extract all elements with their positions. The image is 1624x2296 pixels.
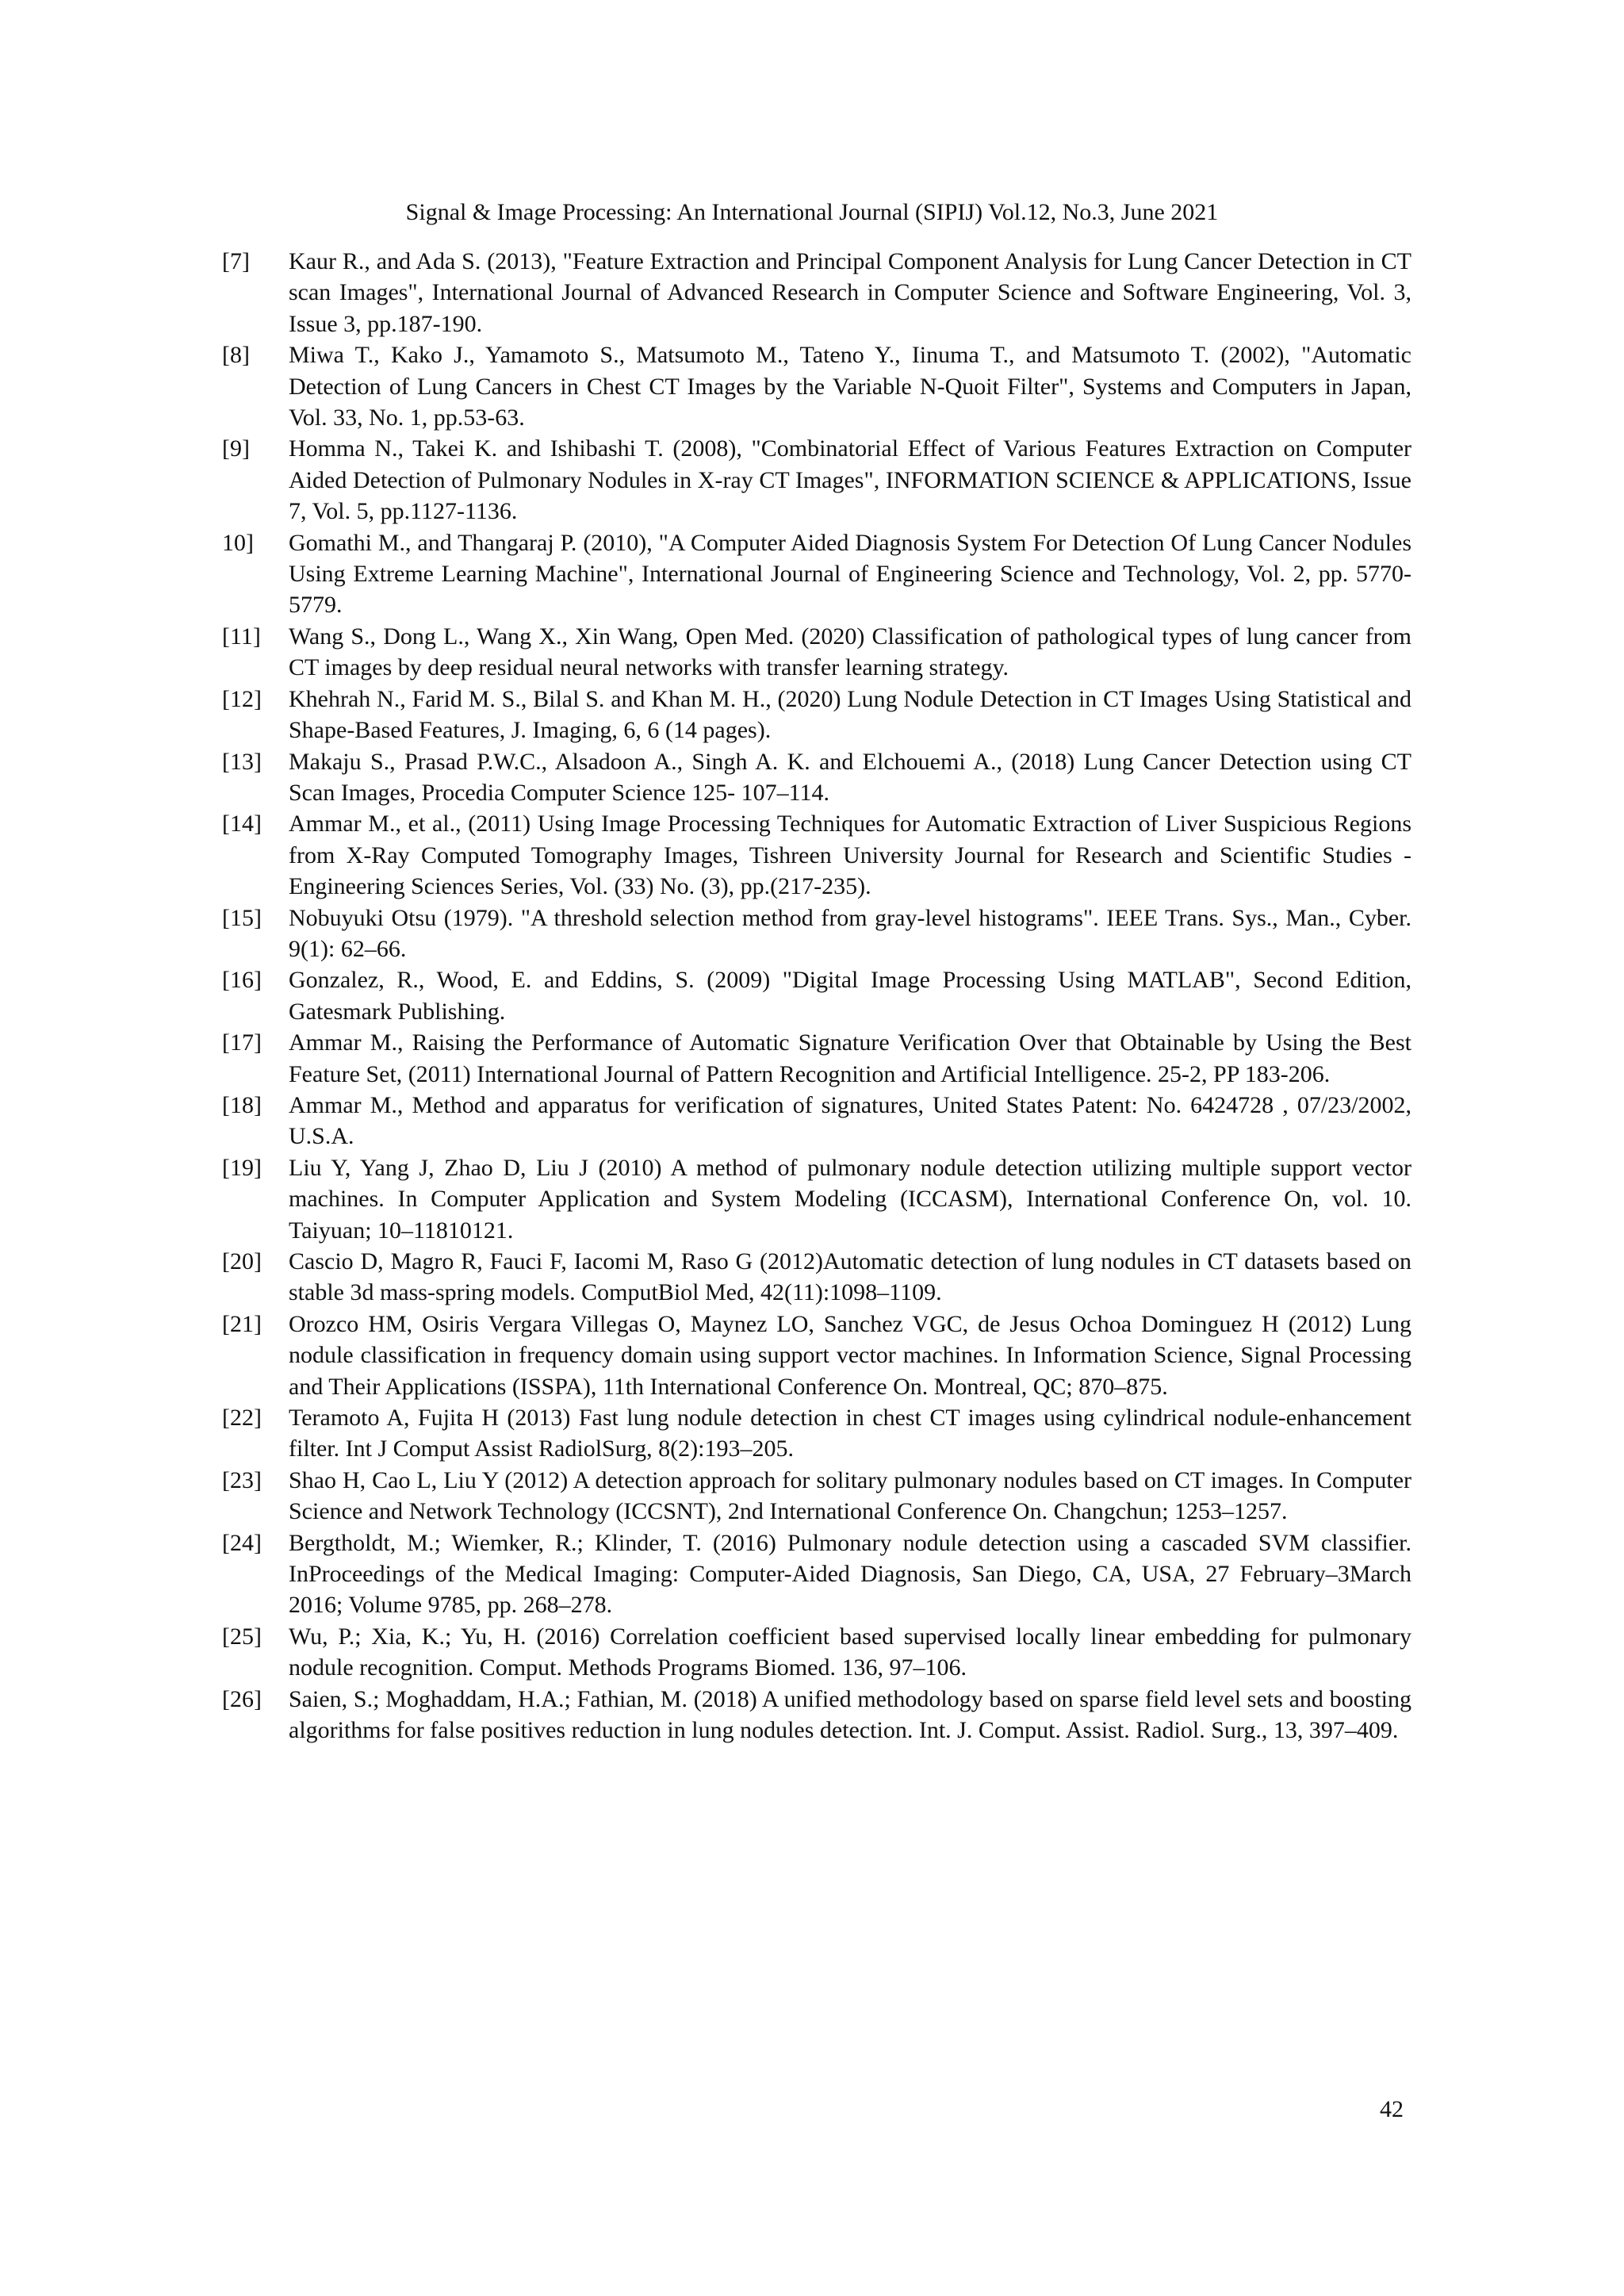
reference-text: Saien, S.; Moghaddam, H.A.; Fathian, M. (2018) A unified methodology based on sparse field level sets and boosting algorithms for false positives reduction in lung nodules detection. Int. J. Comput. Assist. Radiol. Surg., 13, 397–409.: [289, 1685, 1411, 1744]
reference-text: Homma N., Takei K. and Ishibashi T. (2008), "Combinatorial Effect of Various Features Extraction on Computer Aided Detection of Pulmonary Nodules in X-ray CT Images", INFORMATION SCIENCE & APPLICATIONS, Issue 7, Vol. 5, pp.1127-1136.: [289, 435, 1411, 525]
reference-number: [16]: [222, 967, 262, 994]
reference-item: [222, 1684, 1411, 1746]
reference-text: Ammar M., et al., (2011) Using Image Processing Techniques for Automatic Extraction of Liver Suspicious Regions from X-Ray Computed Tomography Images, Tishreen University Journal for Research and Scientific Studies - Engineering Sciences Series, Vol. (33) No. (3), pp.(217-235).: [289, 811, 1411, 900]
reference-text: Bergtholdt, M.; Wiemker, R.; Klinder, T. (2016) Pulmonary nodule detection using a cascaded SVM classifier. InProceedings of the Medical Imaging: Computer-Aided Diagnosis, San Diego, CA, USA, 27 February–3March 2016; Volume 9785, pp. 268–278.: [289, 1529, 1411, 1619]
reference-item: [222, 621, 1411, 684]
reference-text: Ammar M., Method and apparatus for verification of signatures, United States Patent: No. 6424728 , 07/23/2002, U.S.A.: [289, 1091, 1411, 1150]
reference-number: [19]: [222, 1154, 262, 1181]
reference-number: [20]: [222, 1248, 262, 1274]
reference-item: [222, 1309, 1411, 1402]
reference-text: Khehrah N., Farid M. S., Bilal S. and Khan M. H., (2020) Lung Nodule Detection in CT Images Using Statistical and Shape-Based Features, J. Imaging, 6, 6 (14 pages).: [289, 685, 1411, 744]
reference-number: [8]: [222, 342, 250, 369]
reference-number: 10]: [222, 529, 254, 556]
reference-number: [23]: [222, 1466, 262, 1493]
reference-item: [222, 1402, 1411, 1465]
reference-item: [222, 1621, 1411, 1684]
reference-text: Makaju S., Prasad P.W.C., Alsadoon A., Singh A. K. and Elchouemi A., (2018) Lung Cancer Detection using CT Scan Images, Procedia Computer Science 125- 107–114.: [289, 748, 1411, 806]
reference-item: [222, 1527, 1411, 1621]
reference-number: [24]: [222, 1529, 262, 1556]
reference-text: Kaur R., and Ada S. (2013), "Feature Extraction and Principal Component Analysis for Lung Cancer Detection in CT scan Images", International Journal of Advanced Research in Computer Science and Software Engineering, Vol. 3, Issue 3, pp.187-190.: [289, 248, 1411, 337]
reference-text: Ammar M., Raising the Performance of Automatic Signature Verification Over that Obtainable by Using the Best Feature Set, (2011) International Journal of Pattern Recognition and Artificial Intelligence. 25-2, PP 183-206.: [289, 1029, 1411, 1087]
reference-number: [9]: [222, 435, 250, 462]
reference-number: [7]: [222, 248, 250, 274]
running-header: Signal & Image Processing: An International Journal (SIPIJ) Vol.12, No.3, June 2021: [405, 199, 1219, 225]
reference-item: [222, 808, 1411, 902]
reference-text: Gonzalez, R., Wood, E. and Eddins, S. (2009) "Digital Image Processing Using MATLAB", Second Edition, Gatesmark Publishing.: [289, 967, 1411, 1025]
reference-item: [222, 1246, 1411, 1309]
reference-number: [21]: [222, 1310, 262, 1337]
reference-item: [222, 903, 1411, 965]
reference-text: Miwa T., Kako J., Yamamoto S., Matsumoto M., Tateno Y., Iinuma T., and Matsumoto T. (2002), "Automatic Detection of Lung Cancers in Chest CT Images by the Variable N-Quoit Filter", Systems and Computers in Japan, Vol. 33, No. 1, pp.53-63.: [289, 342, 1411, 431]
reference-item: [222, 246, 1411, 339]
reference-item: [222, 433, 1411, 527]
reference-number: [11]: [222, 623, 261, 650]
reference-list: [222, 246, 1411, 1746]
reference-number: [14]: [222, 811, 262, 838]
reference-number: [12]: [222, 685, 262, 712]
reference-number: [25]: [222, 1623, 262, 1650]
reference-item: [222, 1465, 1411, 1527]
reference-number: [26]: [222, 1685, 262, 1712]
reference-number: [18]: [222, 1091, 262, 1118]
reference-item: [222, 1090, 1411, 1152]
reference-text: Wang S., Dong L., Wang X., Xin Wang, Open Med. (2020) Classification of pathological types of lung cancer from CT images by deep residual neural networks with transfer learning strategy.: [289, 623, 1411, 681]
reference-number: [13]: [222, 748, 262, 775]
reference-text: Gomathi M., and Thangaraj P. (2010), "A Computer Aided Diagnosis System For Detection Of Lung Cancer Nodules Using Extreme Learning Machine", International Journal of Engineering Science and Technology, Vol. 2, pp. 5770-5779.: [289, 529, 1411, 619]
reference-item: [222, 964, 1411, 1027]
reference-item: [222, 527, 1411, 621]
reference-item: [222, 1027, 1411, 1090]
reference-item: [222, 684, 1411, 746]
reference-text: Wu, P.; Xia, K.; Yu, H. (2016) Correlation coefficient based supervised locally linear embedding for pulmonary nodule recognition. Comput. Methods Programs Biomed. 136, 97–106.: [289, 1623, 1411, 1681]
reference-item: [222, 339, 1411, 433]
reference-text: Shao H, Cao L, Liu Y (2012) A detection approach for solitary pulmonary nodules based on CT images. In Computer Science and Network Technology (ICCSNT), 2nd International Conference On. Changchun; 1253–1257.: [289, 1466, 1411, 1525]
reference-number: [17]: [222, 1029, 262, 1056]
page-number: 42: [1380, 2096, 1404, 2122]
reference-number: [15]: [222, 904, 262, 931]
reference-text: Nobuyuki Otsu (1979). "A threshold selection method from gray-level histograms". IEEE Trans. Sys., Man., Cyber. 9(1): 62–66.: [289, 904, 1411, 962]
reference-text: Orozco HM, Osiris Vergara Villegas O, Maynez LO, Sanchez VGC, de Jesus Ochoa Dominguez H (2012) Lung nodule classification in frequency domain using support vector machines. In Information Science, Signal Processing and Their Applications (ISSPA), 11th International Conference On. Montreal, QC; 870–875.: [289, 1310, 1411, 1400]
reference-number: [22]: [222, 1405, 262, 1432]
reference-text: Teramoto A, Fujita H (2013) Fast lung nodule detection in chest CT images using cylindrical nodule-enhancement filter. Int J Comput Assist RadiolSurg, 8(2):193–205.: [289, 1405, 1411, 1462]
reference-text: Cascio D, Magro R, Fauci F, Iacomi M, Raso G (2012)Automatic detection of lung nodules in CT datasets based on stable 3d mass-spring models. ComputBiol Med, 42(11):1098–1109.: [289, 1248, 1411, 1306]
reference-item: [222, 1152, 1411, 1246]
reference-text: Liu Y, Yang J, Zhao D, Liu J (2010) A method of pulmonary nodule detection utilizing multiple support vector machines. In Computer Application and System Modeling (ICCASM), International Conference On, vol. 10. Taiyuan; 10–11810121.: [289, 1154, 1411, 1244]
reference-item: [222, 746, 1411, 809]
